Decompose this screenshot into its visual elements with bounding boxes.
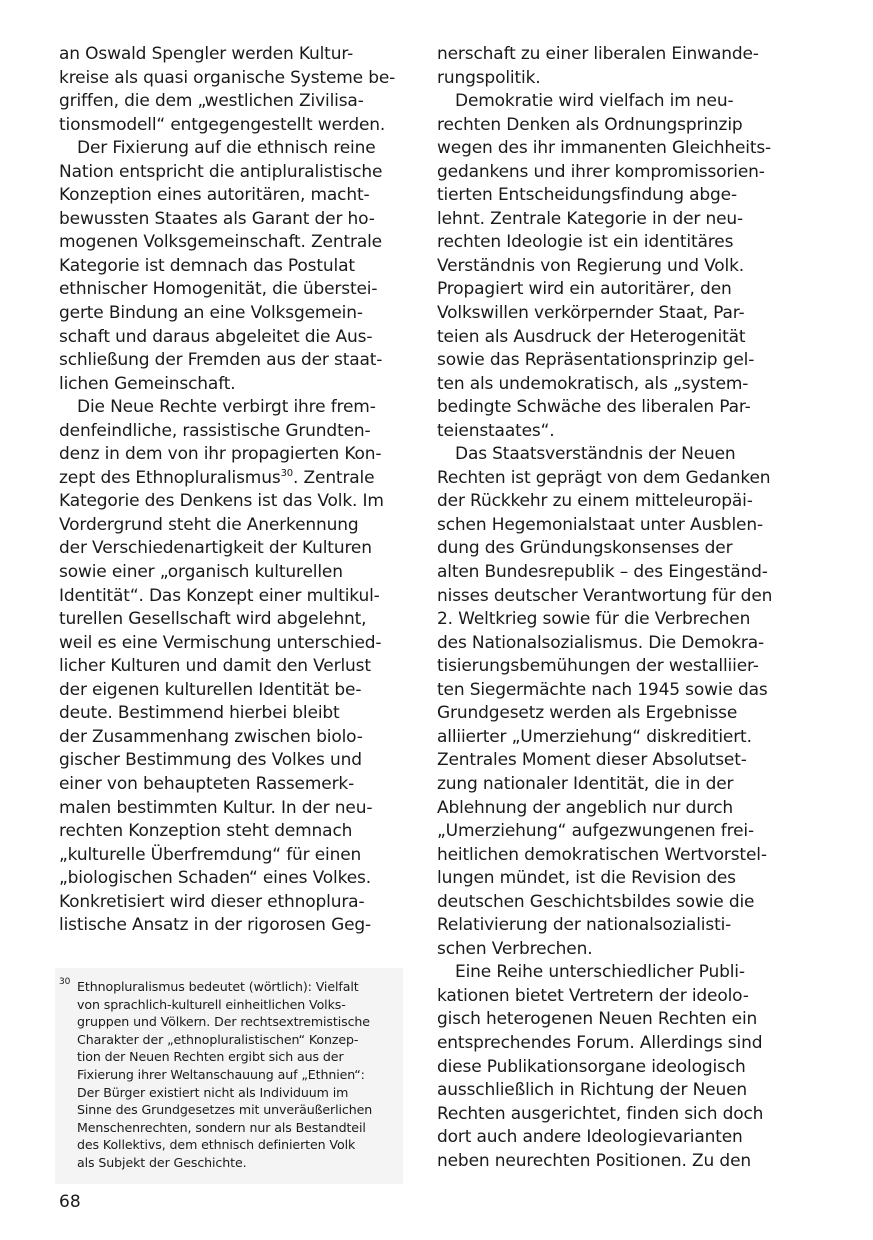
text-line: Kategorie ist demnach das Postulat <box>59 255 355 276</box>
text-line: Relativierung der nationalsozialisti- <box>437 915 732 936</box>
footnote-line: Menschenrechten, sondern nur als Bestandteil <box>77 1119 366 1135</box>
text-line: Das Staatsverständnis der Neuen <box>455 444 736 465</box>
text-line: deute. Bestimmend hierbei bleibt <box>59 703 340 724</box>
text-line: der Zusammenhang zwischen biolo- <box>59 726 363 747</box>
text-line: ten Siegermächte nach 1945 sowie das <box>437 679 768 700</box>
text-line: an Oswald Spengler werden Kultur- <box>59 44 354 64</box>
text-line: denz in dem von ihr propagierten Kon- <box>59 444 382 465</box>
footnote-text: Ethnopluralismus bedeutet (wörtlich): Vielfalt <box>77 979 359 994</box>
footnote-line: von sprachlich-kulturell einheitlichen Volks- <box>77 996 346 1012</box>
text-line: Kategorie des Denkens ist das Volk. Im <box>59 491 384 512</box>
text-line: ausschließlich in Richtung der Neuen <box>437 1080 748 1101</box>
text-line: Zentrales Moment dieser Absolutset- <box>437 750 747 771</box>
footnote-line: Sinne des Grundgesetzes mit unveräußerlichen <box>77 1102 373 1118</box>
text-line: diese Publikationsorgane ideologisch <box>437 1056 746 1077</box>
text-line: Rechten ist geprägt von dem Gedanken <box>437 467 771 488</box>
text-line: Ablehnung der angeblich nur durch <box>437 797 734 818</box>
text-line: nerschaft zu einer liberalen Einwande- <box>437 44 759 64</box>
text-line: deutschen Geschichtsbildes sowie die <box>437 891 755 912</box>
text-line: Vordergrund steht die Anerkennung <box>59 514 359 535</box>
text-line: mogenen Volksgemeinschaft. Zentrale <box>59 232 382 253</box>
text-line: tisierungsbemühungen der westalliier- <box>437 656 759 677</box>
footnote-line: Charakter der „ethnopluralistischen“ Konzep- <box>77 1031 359 1047</box>
text-line: alliierter „Umerziehung“ diskreditiert. <box>437 726 752 747</box>
text-line: sowie das Repräsentationsprinzip gel- <box>437 350 755 371</box>
footnote-line: des Kollektivs, dem ethnisch definierten Volk <box>77 1137 356 1153</box>
text-line: des Nationalsozialismus. Die Demokra- <box>437 632 764 653</box>
text-line: Verständnis von Regierung und Volk. <box>437 255 745 276</box>
text-line: rechten Ideologie ist ein identitäres <box>437 232 734 253</box>
text-line: licher Kulturen und damit den Verlust <box>59 656 371 677</box>
text-line: wegen des ihr immanenten Gleichheits- <box>437 138 772 159</box>
text-line: ethnischer Homogenität, die überstei- <box>59 279 378 300</box>
text-line: weil es eine Vermischung unterschied- <box>59 632 382 653</box>
footnote-line: Fixierung ihrer Weltanschauung auf „Ethnien“: <box>77 1066 365 1082</box>
text-line: Volkswillen verkörpernder Staat, Par- <box>437 303 745 324</box>
text-line: nisses deutscher Verantwortung für den <box>437 585 773 606</box>
text-line: teien als Ausdruck der Heterogenität <box>437 326 746 347</box>
right-column <box>437 43 785 1173</box>
text-line: der Verschiedenartigkeit der Kulturen <box>59 538 372 559</box>
text-line: Demokratie wird vielfach im neu- <box>455 91 734 112</box>
text-line: griffen, die dem „westlichen Zivilisa- <box>59 91 364 112</box>
footnote-line: tion der Neuen Rechten ergibt sich aus der <box>77 1049 344 1065</box>
text-fragment: . Zentrale <box>293 467 375 488</box>
text-line: Konkretisiert wird dieser ethnoplura- <box>59 891 365 912</box>
text-line: „kulturelle Überfremdung“ für einen <box>59 844 362 865</box>
text-line: entsprechendes Forum. Allerdings sind <box>437 1032 763 1053</box>
text-line: Identität“. Das Konzept einer multikul- <box>59 585 380 606</box>
text-line: heitlichen demokratischen Wertvorstel- <box>437 844 767 865</box>
text-line: kationen bietet Vertretern der ideolo- <box>437 985 749 1006</box>
text-line: der Rückkehr zu einem mitteleuropäi- <box>437 491 753 512</box>
text-line: denfeindliche, rassistische Grundten- <box>59 420 371 441</box>
text-line: kreise als quasi organische Systeme be- <box>59 67 396 88</box>
text-line: dort auch andere Ideologievarianten <box>437 1127 743 1148</box>
text-line: tierten Entscheidungsfindung abge- <box>437 185 737 206</box>
text-line: Grundgesetz werden als Ergebnisse <box>437 703 738 724</box>
text-line: der eigenen kulturellen Identität be- <box>59 679 362 700</box>
text-line: zung nationaler Identität, die in der <box>437 773 734 794</box>
text-line: gischer Bestimmung des Volkes und <box>59 750 362 771</box>
text-fragment: zept des Ethnopluralismus <box>59 467 281 488</box>
text-line: 2. Weltkrieg sowie für die Verbrechen <box>437 609 751 630</box>
footnote-line: als Subjekt der Geschichte. <box>77 1154 247 1170</box>
text-line: schaft und daraus abgeleitet die Aus- <box>59 326 373 347</box>
text-line: rechten Denken als Ordnungsprinzip <box>437 114 743 135</box>
footnote-line: gruppen und Völkern. Der rechtsextremistische <box>77 1014 370 1030</box>
text-line: sowie einer „organisch kulturellen <box>59 562 343 583</box>
text-line-with-footnote <box>59 467 405 491</box>
text-line: teienstaates“. <box>437 420 555 441</box>
text-line: Nation entspricht die antipluralistische <box>59 161 383 182</box>
text-line: malen bestimmten Kultur. In der neu- <box>59 797 373 818</box>
text-line: Eine Reihe unterschiedlicher Publi- <box>455 962 745 983</box>
text-line: ten als undemokratisch, als „system- <box>437 373 749 394</box>
text-line: bedingte Schwäche des liberalen Par- <box>437 397 751 418</box>
text-line: neben neurechten Positionen. Zu den <box>437 1150 751 1171</box>
text-line: einer von behaupteten Rassemerk- <box>59 773 355 794</box>
text-line: rechten Konzeption steht demnach <box>59 821 353 842</box>
text-line: schließung der Fremden aus der staat- <box>59 350 383 371</box>
text-line: bewussten Staates als Garant der ho- <box>59 208 375 229</box>
text-line: schen Hegemonialstaat unter Ausblen- <box>437 514 763 535</box>
text-line: dung des Gründungskonsenses der <box>437 538 733 559</box>
text-line: turellen Gesellschaft wird abgelehnt, <box>59 609 367 630</box>
text-line: gerte Bindung an eine Volksgemein- <box>59 303 363 324</box>
left-column <box>59 43 405 938</box>
text-line: „biologischen Schaden“ eines Volkes. <box>59 868 371 889</box>
text-line: Der Fixierung auf die ethnisch reine <box>77 138 376 159</box>
footnote-reference: 30 <box>280 467 293 479</box>
text-line: schen Verbrechen. <box>437 938 593 959</box>
text-line: lichen Gemeinschaft. <box>59 373 236 394</box>
footnote-line <box>55 978 403 996</box>
text-line: gisch heterogenen Neuen Rechten ein <box>437 1009 758 1030</box>
text-line: gedankens und ihrer kompromissorien- <box>437 161 765 182</box>
text-line: Konzeption eines autoritären, macht- <box>59 185 370 206</box>
text-line: Die Neue Rechte verbirgt ihre frem- <box>77 397 376 418</box>
text-line: listische Ansatz in der rigorosen Geg- <box>59 915 372 936</box>
text-line: alten Bundesrepublik – des Eingeständ- <box>437 562 768 583</box>
text-line: rungspolitik. <box>437 67 541 88</box>
text-line: lehnt. Zentrale Kategorie in der neu- <box>437 208 744 229</box>
footnote-box <box>55 968 403 1184</box>
text-line: tionsmodell“ entgegengestellt werden. <box>59 114 386 135</box>
page-number: 68 <box>59 1192 81 1212</box>
text-line: lungen mündet, ist die Revision des <box>437 868 736 889</box>
text-line: „Umerziehung“ aufgezwungenen frei- <box>437 821 754 842</box>
text-line: Rechten ausgerichtet, finden sich doch <box>437 1103 764 1124</box>
footnote-number: 30 <box>59 977 71 987</box>
footnote-line: Der Bürger existiert nicht als Individuum im <box>77 1084 349 1100</box>
text-line: Propagiert wird ein autoritärer, den <box>437 279 732 300</box>
